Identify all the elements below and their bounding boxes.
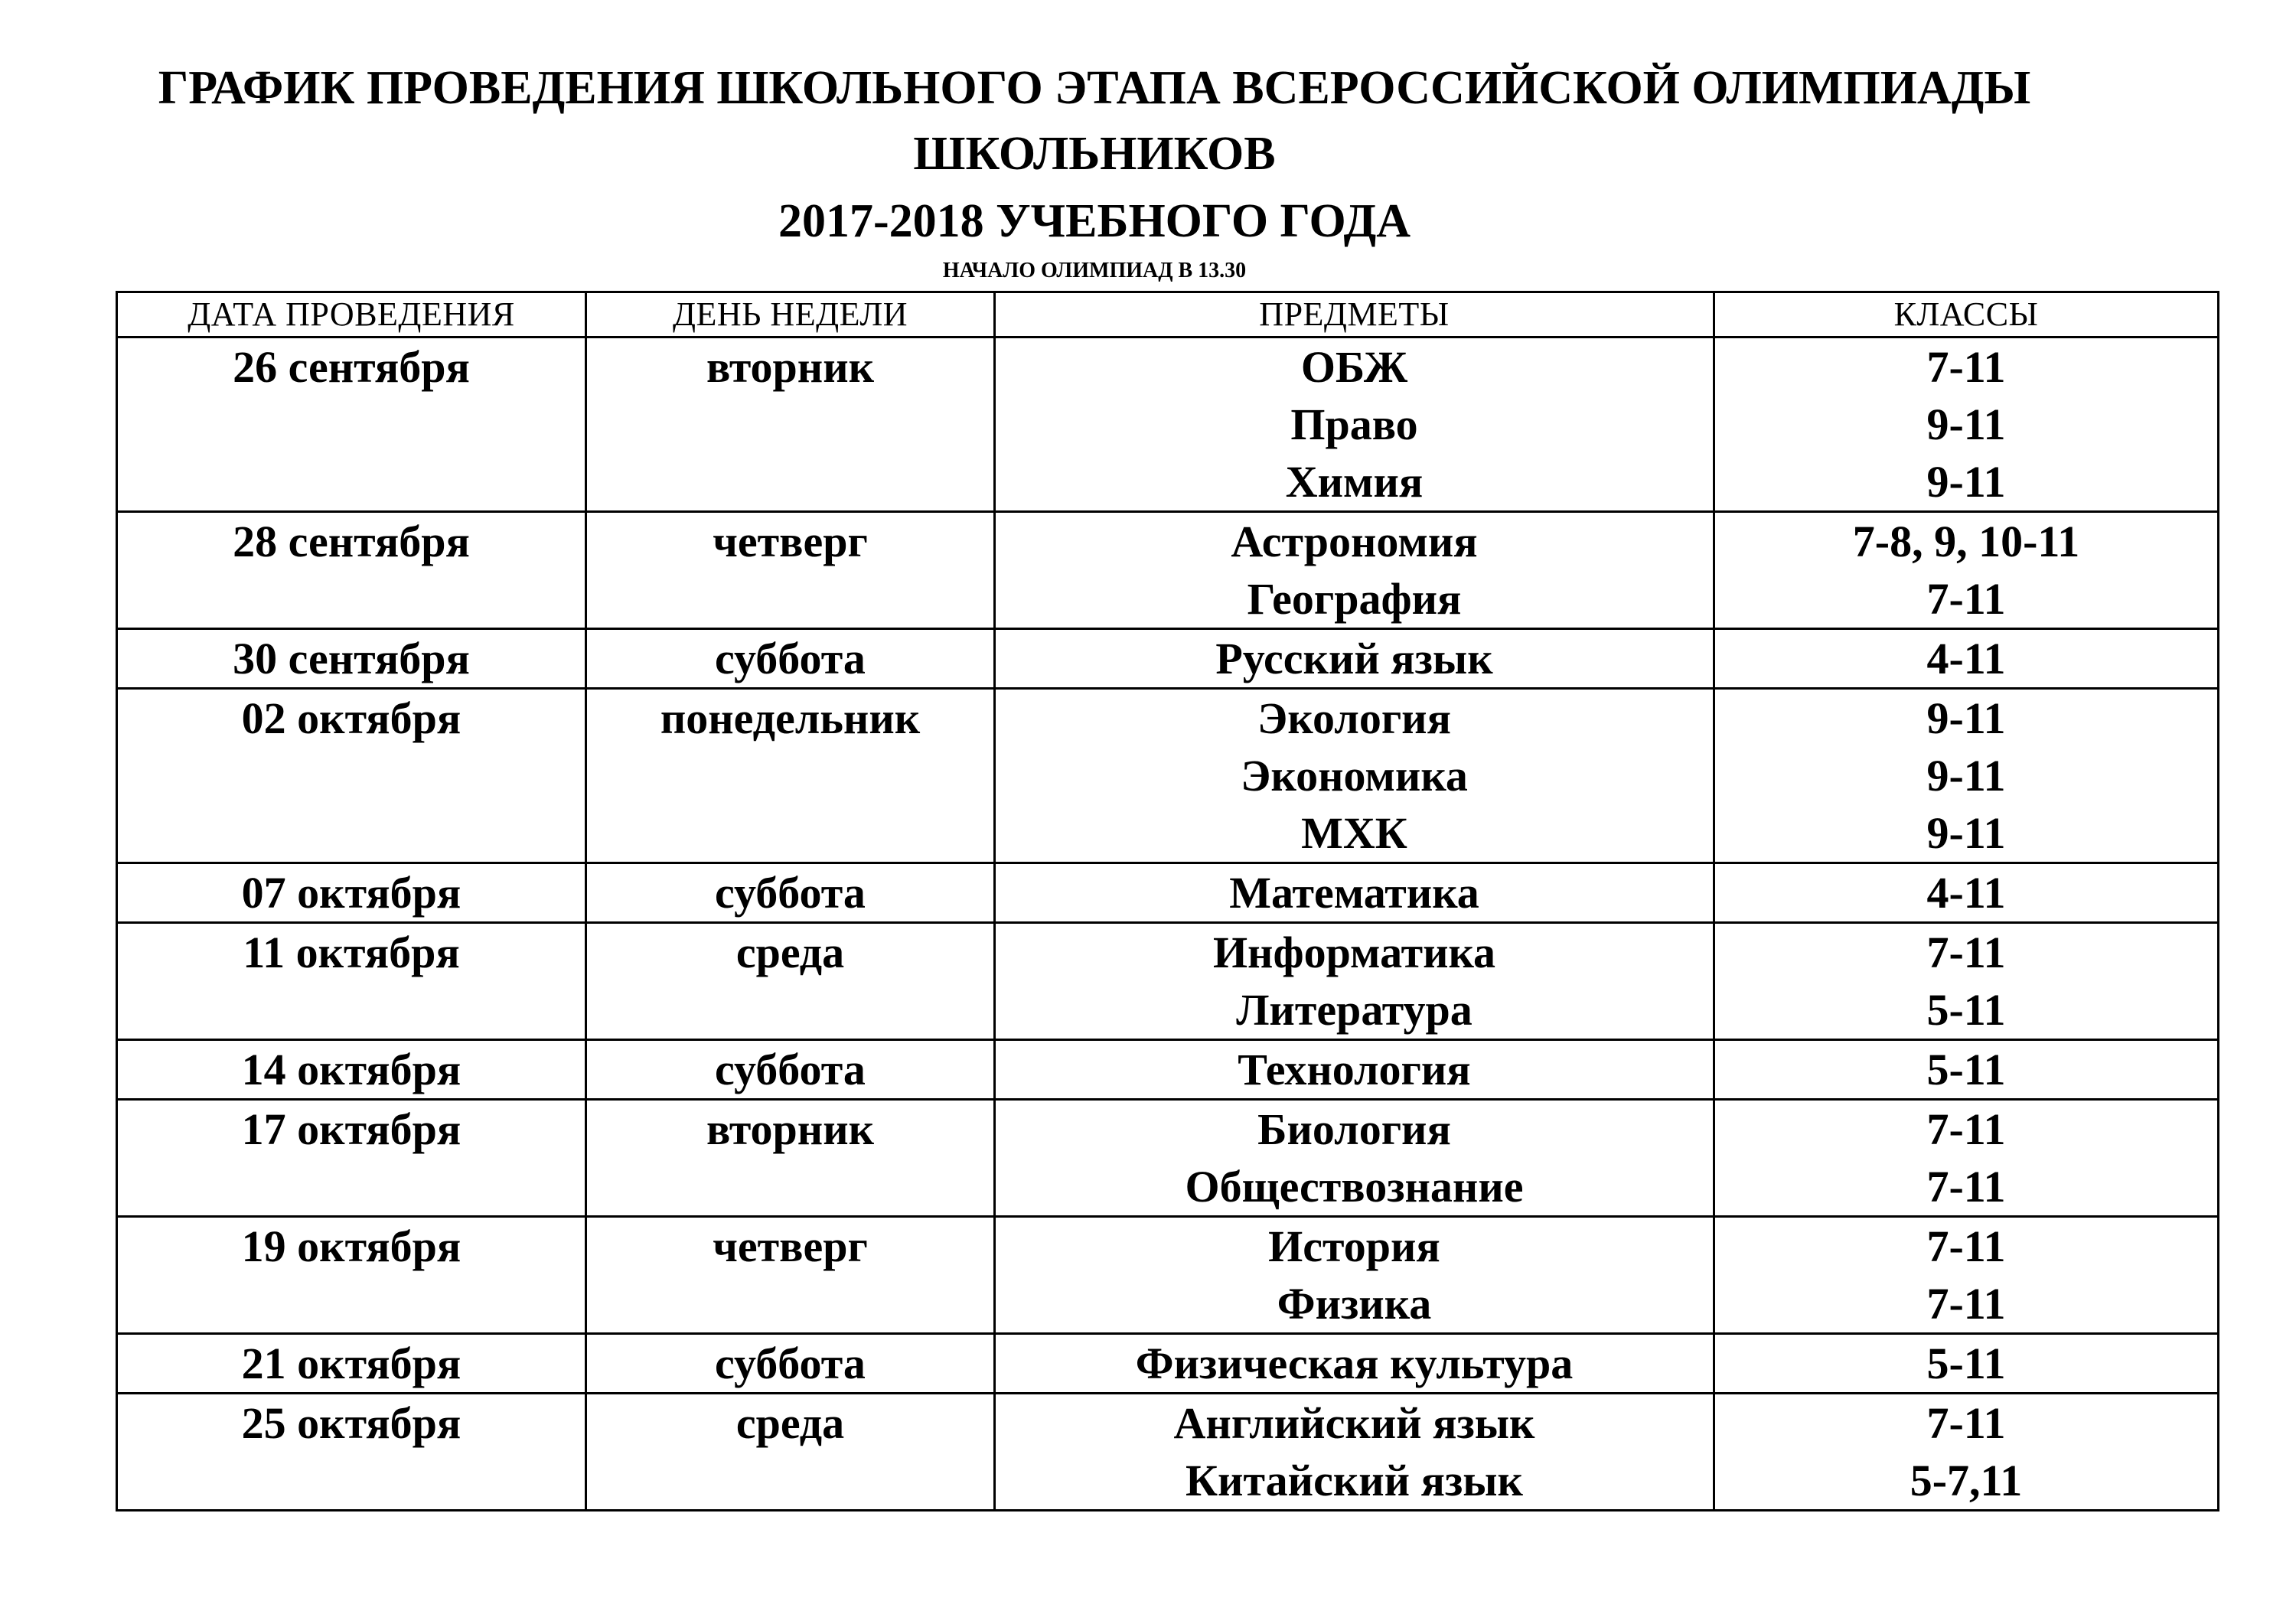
subject-name: ОБЖ (1300, 342, 1408, 392)
date-cell: 17 октября (117, 1100, 586, 1217)
subjects-cell (995, 338, 1714, 512)
class-range: 7-11 (1926, 574, 2006, 624)
table-row (117, 512, 2219, 629)
date-cell: 02 октября (117, 689, 586, 863)
classes-cell (1714, 1394, 2219, 1511)
class-range: 9-11 (1926, 808, 2006, 858)
subjects-cell (995, 629, 1714, 689)
class-range: 5-11 (1926, 1339, 2006, 1388)
weekday-cell: четверг (586, 1217, 995, 1334)
class-range: 5-11 (1926, 1045, 2006, 1094)
date-cell: 25 октября (117, 1394, 586, 1511)
table-row (117, 689, 2219, 863)
subject-name: Технология (1238, 1045, 1471, 1094)
weekday-cell: суббота (586, 629, 995, 689)
classes-cell (1714, 689, 2219, 863)
classes-cell (1714, 1100, 2219, 1217)
subjects-cell (995, 863, 1714, 923)
document-title-line-3: 2017-2018 УЧЕБНОГО ГОДА (778, 195, 1411, 247)
subject-name: Литература (1236, 985, 1473, 1035)
subjects-cell (995, 1217, 1714, 1334)
subject-name: Физика (1277, 1279, 1432, 1329)
weekday-cell: суббота (586, 1040, 995, 1100)
classes-cell (1714, 1334, 2219, 1394)
table-row (117, 1394, 2219, 1511)
classes-cell (1714, 629, 2219, 689)
subjects-cell (995, 923, 1714, 1040)
class-range: 7-11 (1926, 1162, 2006, 1211)
table-row (117, 923, 2219, 1040)
class-range: 7-8, 9, 10-11 (1852, 517, 2080, 566)
class-range: 4-11 (1926, 868, 2006, 918)
table-row (117, 338, 2219, 512)
weekday-cell: среда (586, 1394, 995, 1511)
olympiad-schedule-table (116, 291, 2219, 1511)
subject-name: География (1247, 574, 1462, 624)
subject-name: Химия (1285, 457, 1424, 507)
class-range: 5-7,11 (1910, 1456, 2023, 1505)
classes-cell (1714, 1217, 2219, 1334)
table-header-row (117, 292, 2219, 338)
class-range: 9-11 (1926, 457, 2006, 507)
subjects-cell (995, 1394, 1714, 1511)
subject-name: Биология (1257, 1104, 1451, 1154)
document-title-line-1: ГРАФИК ПРОВЕДЕНИЯ ШКОЛЬНОГО ЭТАПА ВСЕРОССИЙСКОЙ ОЛИМПИАДЫ (158, 62, 2031, 114)
document-title-line-2: ШКОЛЬНИКОВ (913, 128, 1276, 180)
subject-name: Экономика (1241, 751, 1468, 801)
date-cell: 07 октября (117, 863, 586, 923)
subject-name: Русский язык (1215, 634, 1493, 683)
class-range: 9-11 (1926, 751, 2006, 801)
subject-name: История (1268, 1221, 1440, 1271)
classes-cell (1714, 1040, 2219, 1100)
start-time-note: НАЧАЛО ОЛИМПИАД В 13.30 (942, 259, 1247, 282)
header-date: ДАТА ПРОВЕДЕНИЯ (117, 292, 586, 338)
weekday-cell: вторник (586, 338, 995, 512)
subject-name: Математика (1229, 868, 1479, 918)
subject-name: Английский язык (1173, 1398, 1535, 1448)
header-subjects: ПРЕДМЕТЫ (995, 292, 1714, 338)
table-row (117, 1100, 2219, 1217)
date-cell: 11 октября (117, 923, 586, 1040)
class-range: 7-11 (1926, 342, 2006, 392)
weekday-cell: четверг (586, 512, 995, 629)
date-cell: 19 октября (117, 1217, 586, 1334)
subjects-cell (995, 1100, 1714, 1217)
subject-name: МХК (1301, 808, 1407, 858)
subjects-cell (995, 689, 1714, 863)
class-range: 7-11 (1926, 1221, 2006, 1271)
classes-cell (1714, 863, 2219, 923)
table-row (117, 629, 2219, 689)
date-cell: 30 сентября (117, 629, 586, 689)
weekday-cell: суббота (586, 863, 995, 923)
subject-name: Обществознание (1185, 1162, 1524, 1211)
table-body (117, 338, 2219, 1511)
weekday-cell: понедельник (586, 689, 995, 863)
class-range: 9-11 (1926, 693, 2006, 743)
classes-cell (1714, 338, 2219, 512)
table-row (117, 1217, 2219, 1334)
header-day: ДЕНЬ НЕДЕЛИ (586, 292, 995, 338)
subjects-cell (995, 1334, 1714, 1394)
subject-name: Астрономия (1231, 517, 1478, 566)
date-cell: 21 октября (117, 1334, 586, 1394)
class-range: 7-11 (1926, 1104, 2006, 1154)
weekday-cell: суббота (586, 1334, 995, 1394)
class-range: 9-11 (1926, 399, 2006, 449)
subject-name: Информатика (1212, 928, 1496, 977)
weekday-cell: среда (586, 923, 995, 1040)
table-row (117, 1334, 2219, 1394)
table-row (117, 1040, 2219, 1100)
subject-name: Право (1290, 399, 1418, 449)
header-classes: КЛАССЫ (1714, 292, 2219, 338)
subject-name: Экология (1257, 693, 1451, 743)
classes-cell (1714, 512, 2219, 629)
date-cell: 26 сентября (117, 338, 586, 512)
classes-cell (1714, 923, 2219, 1040)
class-range: 4-11 (1926, 634, 2006, 683)
subject-name: Китайский язык (1186, 1456, 1523, 1505)
subject-name: Физическая культура (1135, 1339, 1574, 1388)
class-range: 7-11 (1926, 1279, 2006, 1329)
class-range: 5-11 (1926, 985, 2006, 1035)
class-range: 7-11 (1926, 928, 2006, 977)
subjects-cell (995, 1040, 1714, 1100)
subjects-cell (995, 512, 1714, 629)
date-cell: 14 октября (117, 1040, 586, 1100)
weekday-cell: вторник (586, 1100, 995, 1217)
date-cell: 28 сентября (117, 512, 586, 629)
table-row (117, 863, 2219, 923)
class-range: 7-11 (1926, 1398, 2006, 1448)
